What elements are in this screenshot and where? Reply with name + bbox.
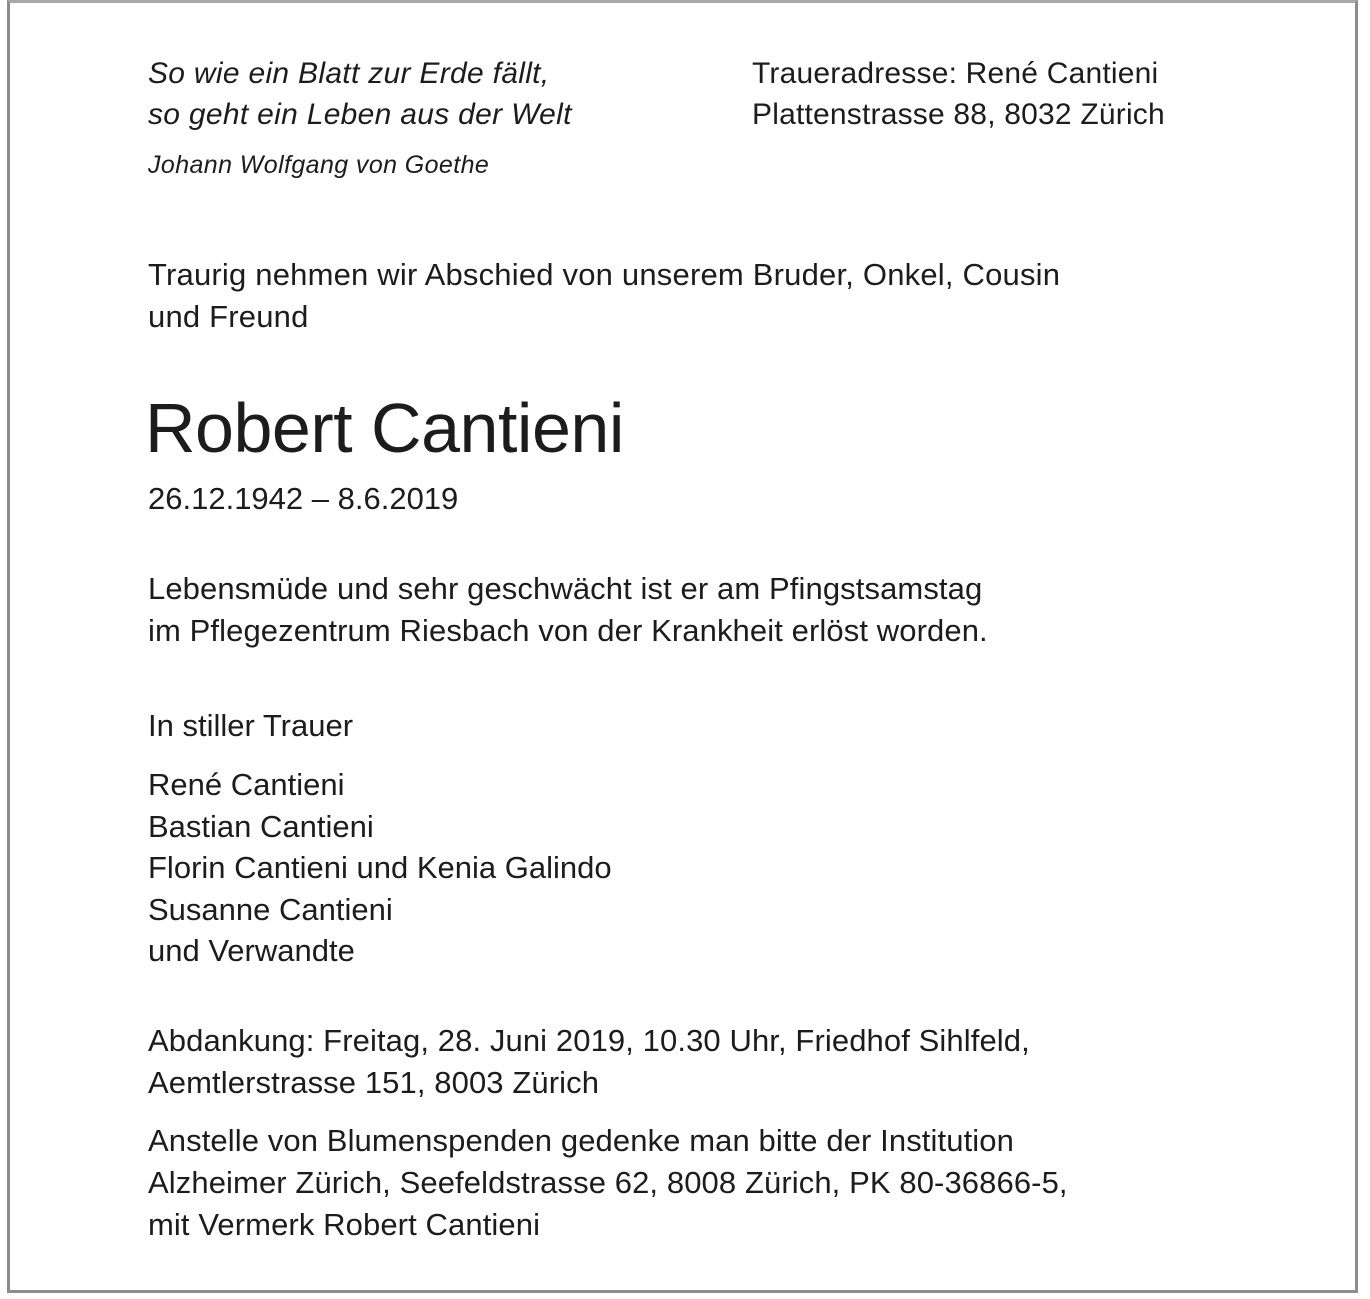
passing-message <box>148 568 988 652</box>
message-line: Lebensmüde und sehr geschwächt ist er am Pfingstsamstag <box>148 571 983 606</box>
ceremony-line: Aemtlerstrasse 151, 8003 Zürich <box>148 1065 600 1100</box>
quote-line: so geht ein Leben aus der Welt <box>148 98 572 131</box>
donation-info <box>148 1120 1068 1246</box>
quote <box>148 53 572 135</box>
message-line: im Pflegezentrum Riesbach von der Krankheit erlöst worden. <box>148 613 988 648</box>
ceremony-line: Abdankung: Freitag, 28. Juni 2019, 10.30 Uhr, Friedhof Sihlfeld, <box>148 1023 1030 1058</box>
mourner-name: und Verwandte <box>148 933 355 968</box>
donation-line: Anstelle von Blumenspenden gedenke man bitte der Institution <box>148 1123 1014 1158</box>
ceremony-info <box>148 1020 1030 1104</box>
mourner-name: René Cantieni <box>148 767 345 802</box>
intro-text <box>148 254 1060 338</box>
mourners-list <box>148 764 612 972</box>
mourning-address <box>752 53 1165 135</box>
intro-line: Traurig nehmen wir Abschied von unserem Bruder, Onkel, Cousin <box>148 257 1061 292</box>
life-dates: 26.12.1942 – 8.6.2019 <box>148 481 459 516</box>
intro-line: und Freund <box>148 299 309 334</box>
quote-line: So wie ein Blatt zur Erde fällt, <box>148 57 550 90</box>
mourner-name: Florin Cantieni und Kenia Galindo <box>148 850 612 885</box>
quote-author: Johann Wolfgang von Goethe <box>148 151 490 179</box>
mourner-name: Susanne Cantieni <box>148 891 393 927</box>
mourner-name: Bastian Cantieni <box>148 808 374 844</box>
deceased-name: Robert Cantieni <box>145 389 624 467</box>
donation-line: Alzheimer Zürich, Seefeldstrasse 62, 8008 Zürich, PK 80-36866-5, <box>148 1165 1068 1200</box>
donation-line: mit Vermerk Robert Cantieni <box>148 1207 541 1242</box>
address-line: Traueradresse: René Cantieni <box>752 57 1159 90</box>
address-line: Plattenstrasse 88, 8032 Zürich <box>752 98 1165 131</box>
mourning-heading: In stiller Trauer <box>148 708 354 743</box>
